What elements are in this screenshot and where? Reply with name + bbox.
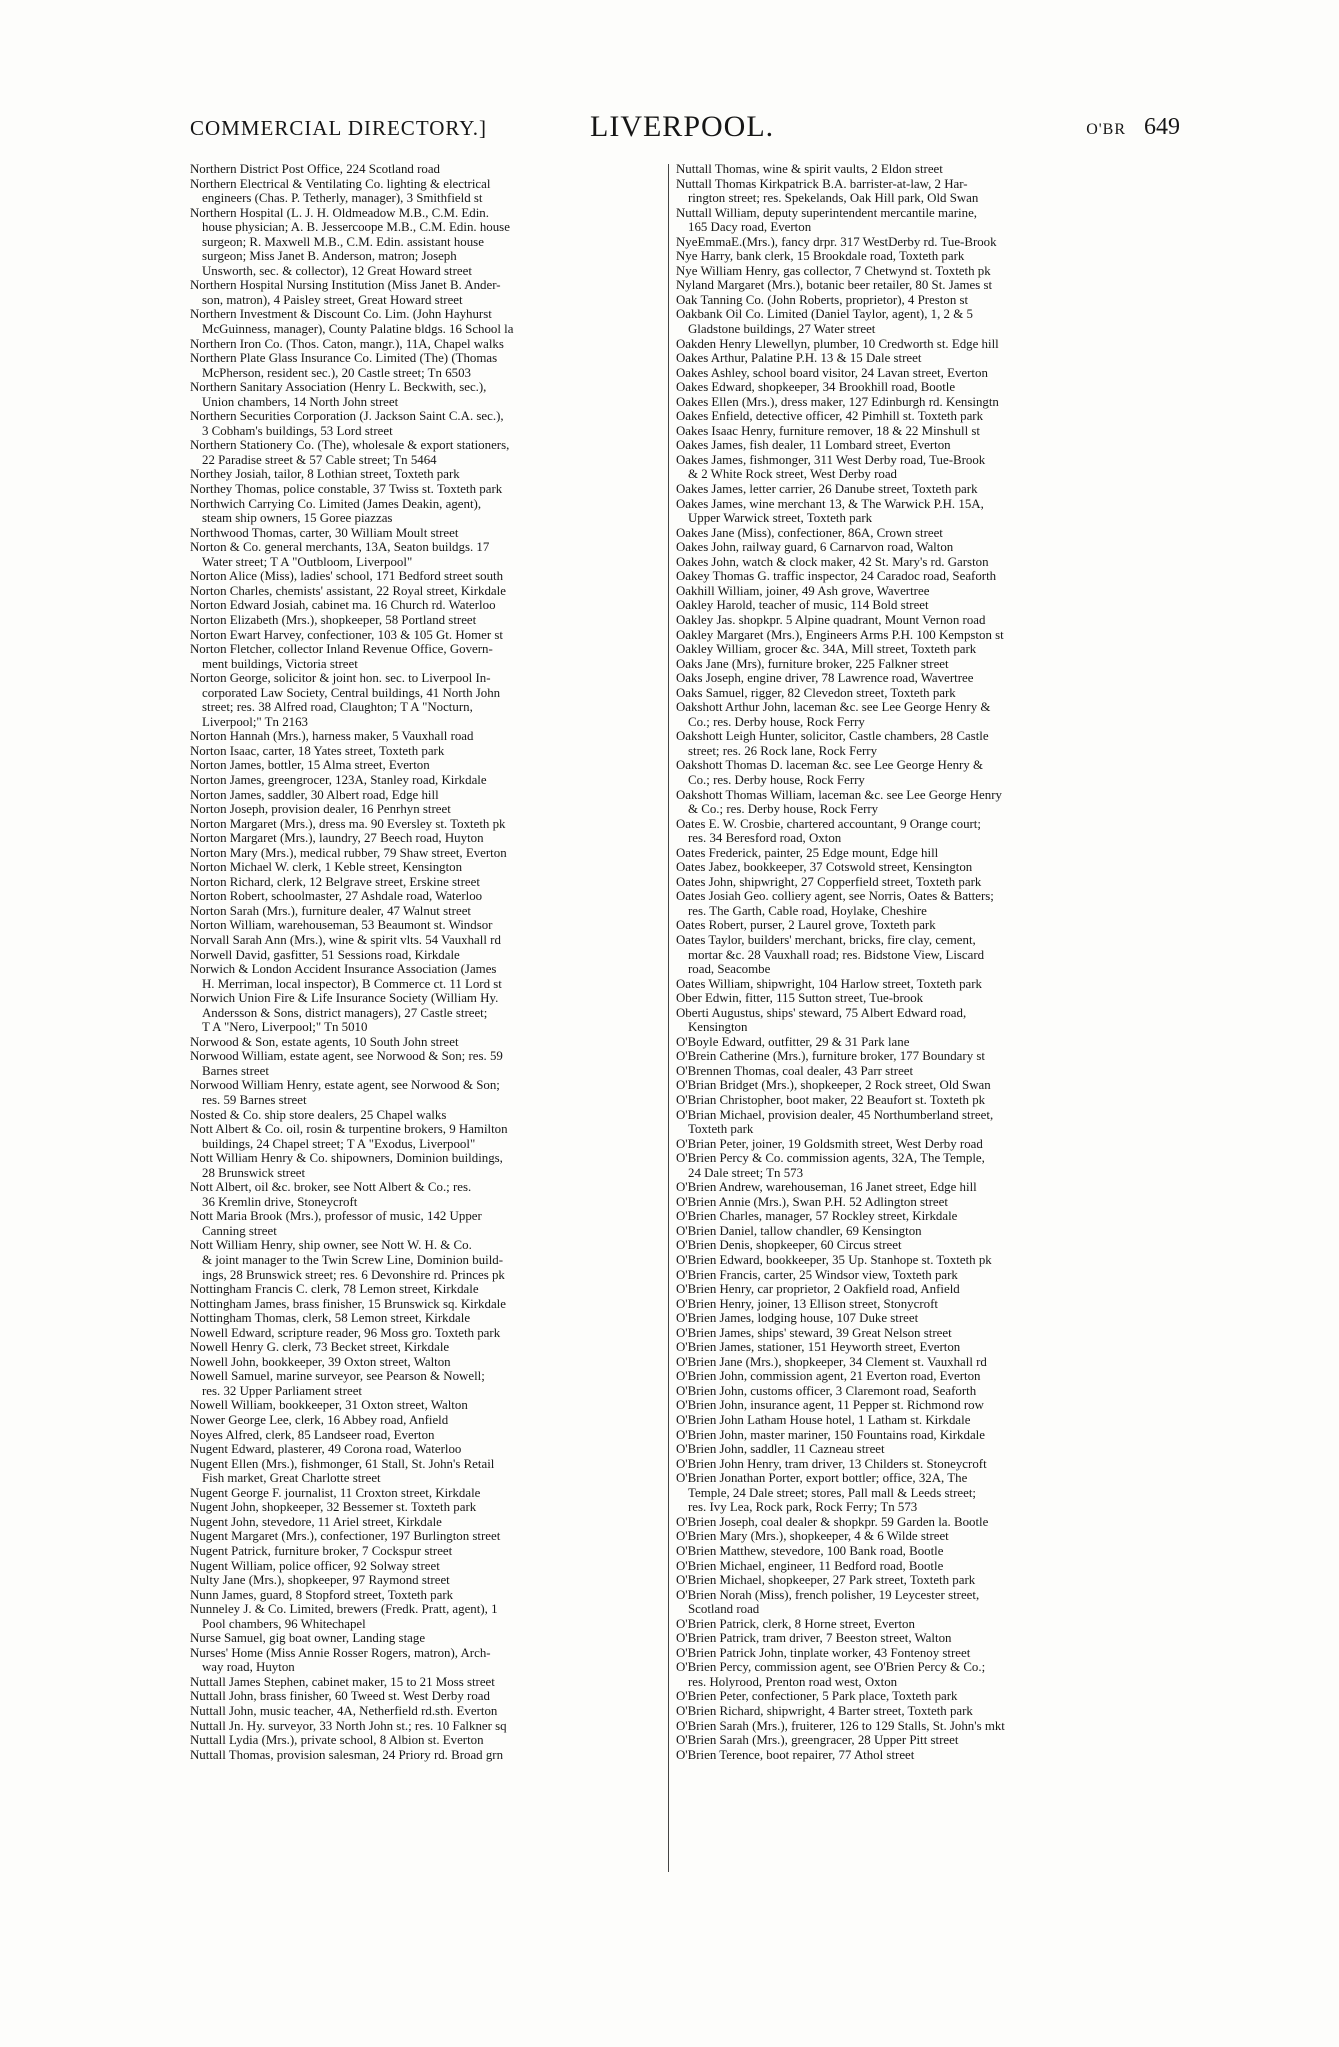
directory-entry-line: 3 Cobham's buildings, 53 Lord street: [202, 423, 393, 438]
directory-entry-line: Norton Margaret (Mrs.), dress ma. 90 Eversley st. Toxteth pk: [190, 816, 506, 831]
right-column: [676, 162, 1161, 1762]
directory-entry-line: res. 34 Beresford road, Oxton: [688, 831, 842, 846]
directory-entry-line: Norton Margaret (Mrs.), laundry, 27 Beech road, Huyton: [190, 831, 484, 846]
directory-entry-line: O'Brien Sarah (Mrs.), greengracer, 28 Upper Pitt street: [676, 1733, 959, 1748]
directory-entry-line: Nuttall Jn. Hy. surveyor, 33 North John st.; res. 10 Falkner sq: [190, 1718, 507, 1733]
directory-entry-line: Oakes Enfield, detective officer, 42 Pimhill st. Toxteth park: [676, 409, 984, 424]
directory-entry-line: Temple, 24 Dale street; stores, Pall mall & Leeds street;: [688, 1485, 976, 1500]
directory-entry-line: Norwich & London Accident Insurance Association (James: [190, 962, 497, 977]
directory-entry-line: res. 59 Barnes street: [202, 1093, 307, 1107]
directory-entry-line: Northern Investment & Discount Co. Lim. (John Hayhurst: [190, 307, 492, 322]
directory-entry-line: Norvall Sarah Ann (Mrs.), wine & spirit vlts. 54 Vauxhall rd: [190, 932, 501, 947]
directory-entry-line: Oaks Jane (Mrs), furniture broker, 225 Falkner street: [676, 656, 949, 671]
directory-entry-line: O'Brien Sarah (Mrs.), fruiterer, 126 to 129 Stalls, St. John's mkt: [676, 1718, 1005, 1733]
directory-entry-line: McGuinness, manager), County Palatine bldgs. 16 School la: [202, 322, 514, 337]
directory-entry-line: Oakes Jane (Miss), confectioner, 86A, Crown street: [676, 525, 943, 540]
directory-entry-line: Oakes James, wine merchant 13, & The Warwick P.H. 15A,: [676, 496, 984, 511]
directory-entry-line: Canning street: [202, 1223, 277, 1238]
directory-entry-line: Norton James, bottler, 15 Alma street, Everton: [190, 758, 430, 773]
directory-entry-line: O'Brien Michael, engineer, 11 Bedford road, Bootle: [676, 1558, 944, 1573]
directory-entry-line: 36 Kremlin drive, Stoneycroft: [202, 1194, 358, 1209]
directory-entry-line: Northey Thomas, police constable, 37 Twiss st. Toxteth park: [190, 482, 503, 497]
directory-entry-line: Nurse Samuel, gig boat owner, Landing stage: [190, 1631, 426, 1646]
directory-entry-line: Northwood Thomas, carter, 30 William Moult street: [190, 525, 459, 540]
directory-entry-line: ings, 28 Brunswick street; res. 6 Devonshire rd. Princes pk: [202, 1267, 505, 1282]
directory-entry-line: Oakes Edward, shopkeeper, 34 Brookhill road, Bootle: [676, 380, 956, 395]
directory-entry-line: Nulty Jane (Mrs.), shopkeeper, 97 Raymond street: [190, 1573, 450, 1588]
directory-entry-line: & Co.; res. Derby house, Rock Ferry: [688, 802, 879, 817]
directory-entry-line: O'Brien Andrew, warehouseman, 16 Janet street, Edge hill: [676, 1180, 977, 1195]
directory-entry-line: O'Brennen Thomas, coal dealer, 43 Parr street: [676, 1063, 914, 1078]
directory-entry-line: Oakshott Arthur John, laceman &c. see Lee George Henry &: [676, 700, 991, 715]
directory-entry-line: Nugent Patrick, furniture broker, 7 Cockspur street: [190, 1543, 453, 1558]
directory-entry-line: & 2 White Rock street, West Derby road: [688, 467, 897, 482]
directory-entry-line: Nuttall James Stephen, cabinet maker, 15 to 21 Moss street: [190, 1674, 495, 1689]
directory-entry-line: Northern Electrical & Ventilating Co. lighting & electrical: [190, 176, 491, 191]
directory-entry-line: Oakes James, fish dealer, 11 Lombard street, Everton: [676, 438, 951, 453]
directory-entry-line: Norton Richard, clerk, 12 Belgrave street, Erskine street: [190, 874, 480, 889]
running-head-right: [1086, 114, 1180, 141]
directory-entry-line: Norton James, greengrocer, 123A, Stanley road, Kirkdale: [190, 772, 487, 787]
directory-entry-line: O'Brien John, customs officer, 3 Claremont road, Seaforth: [676, 1383, 977, 1398]
directory-entry-line: O'Brien John Latham House hotel, 1 Latham st. Kirkdale: [676, 1413, 971, 1428]
directory-entry-line: Oates Robert, purser, 2 Laurel grove, Toxteth park: [676, 918, 936, 933]
directory-entry-line: Oakes James, letter carrier, 26 Danube street, Toxteth park: [676, 482, 978, 497]
directory-entry-line: NyeEmmaE.(Mrs.), fancy drpr. 317 WestDerby rd. Tue-Brook: [676, 234, 997, 249]
directory-entry-line: Oates William, shipwright, 104 Harlow street, Toxteth park: [676, 976, 982, 991]
directory-entry-line: Oakes Isaac Henry, furniture remover, 18 & 22 Minshull st: [676, 423, 981, 438]
directory-entry-line: Nuttall William, deputy superintendent mercantile marine,: [676, 205, 978, 220]
directory-entry-line: engineers (Chas. P. Tetherly, manager), 3 Smithfield st: [202, 191, 483, 206]
directory-entry-line: Northern District Post Office, 224 Scotland road: [190, 162, 441, 176]
directory-entry-line: Barnes street: [202, 1063, 269, 1078]
directory-entry-line: Nunn James, guard, 8 Stopford street, Toxteth park: [190, 1587, 454, 1602]
directory-entry-line: Northern Sanitary Association (Henry L. Beckwith, sec.),: [190, 380, 487, 395]
directory-entry-line: Norwich Union Fire & Life Insurance Society (William Hy.: [190, 991, 499, 1006]
directory-entry-line: Northey Josiah, tailor, 8 Lothian street, Toxteth park: [190, 467, 460, 482]
directory-entry-line: mortar &c. 28 Vauxhall road; res. Bidstone View, Liscard: [688, 947, 985, 962]
directory-entry-line: 165 Dacy road, Everton: [688, 220, 812, 235]
directory-entry-line: Oakes John, watch & clock maker, 42 St. Mary's rd. Garston: [676, 554, 989, 569]
directory-entry-line: Norton William, warehouseman, 53 Beaumont st. Windsor: [190, 918, 493, 933]
directory-entry-line: Norton Ewart Harvey, confectioner, 103 & 105 Gt. Homer st: [190, 627, 503, 642]
directory-entry-line: rington street; res. Spekelands, Oak Hill park, Old Swan: [688, 191, 979, 206]
directory-entry-line: Nugent William, police officer, 92 Solway street: [190, 1558, 440, 1573]
directory-entry-line: T A "Nero, Liverpool;" Tn 5010: [202, 1020, 368, 1035]
directory-entry-line: Oates Josiah Geo. colliery agent, see Norris, Oates & Batters;: [676, 889, 994, 904]
directory-entry-line: Nugent Ellen (Mrs.), fishmonger, 61 Stall, St. John's Retail: [190, 1456, 495, 1471]
directory-entry-line: Oakley Harold, teacher of music, 114 Bold street: [676, 598, 929, 613]
directory-entry-line: house physician; A. B. Jessercoope M.B., C.M. Edin. house: [202, 220, 510, 235]
directory-entry-line: Water street; T A "Outbloom, Liverpool": [202, 554, 413, 569]
directory-entry-line: Norton Joseph, provision dealer, 16 Penrhyn street: [190, 802, 451, 817]
directory-entry-line: O'Boyle Edward, outfitter, 29 & 31 Park lane: [676, 1034, 910, 1049]
directory-entry-line: Nowell William, bookkeeper, 31 Oxton street, Walton: [190, 1398, 468, 1413]
directory-entry-line: res. The Garth, Cable road, Hoylake, Cheshire: [688, 903, 927, 918]
directory-entry-line: O'Brien James, lodging house, 107 Duke street: [676, 1311, 919, 1326]
directory-entry-line: Nowell Henry G. clerk, 73 Becket street, Kirkdale: [190, 1340, 450, 1355]
directory-entry-line: Northern Hospital (L. J. H. Oldmeadow M.B., C.M. Edin.: [190, 205, 489, 220]
directory-entry-line: Nowell John, bookkeeper, 39 Oxton street, Walton: [190, 1354, 451, 1369]
directory-entry-line: Northern Hospital Nursing Institution (Miss Janet B. Ander-: [190, 278, 501, 293]
directory-entry-line: res. 32 Upper Parliament street: [202, 1383, 363, 1398]
directory-entry-line: Nunneley J. & Co. Limited, brewers (Fredk. Pratt, agent), 1: [190, 1602, 498, 1617]
directory-entry-line: Nye William Henry, gas collector, 7 Chetwynd st. Toxteth pk: [676, 263, 991, 278]
directory-entry-line: Oakshott Leigh Hunter, solicitor, Castle chambers, 28 Castle: [676, 729, 989, 744]
directory-entry-line: Northern Securities Corporation (J. Jackson Saint C.A. sec.),: [190, 409, 504, 424]
directory-entry-line: Nott Albert & Co. oil, rosin & turpentine brokers, 9 Hamilton: [190, 1122, 508, 1137]
directory-entry-line: O'Brien Patrick, clerk, 8 Horne street, Everton: [676, 1616, 915, 1631]
directory-entry-line: Ober Edwin, fitter, 115 Sutton street, Tue-brook: [676, 991, 924, 1006]
directory-entry-line: Oates Taylor, builders' merchant, bricks, fire clay, cement,: [676, 932, 976, 947]
directory-entry-line: Norton Elizabeth (Mrs.), shopkeeper, 58 Portland street: [190, 612, 477, 627]
directory-entry-line: O'Brien Annie (Mrs.), Swan P.H. 52 Adlington street: [676, 1194, 948, 1209]
directory-entry-line: O'Brien Mary (Mrs.), shopkeeper, 4 & 6 Wilde street: [676, 1529, 949, 1544]
directory-entry-line: Nower George Lee, clerk, 16 Abbey road, Anfield: [190, 1413, 449, 1428]
directory-entry-line: O'Brien Henry, joiner, 13 Ellison street, Stonycroft: [676, 1296, 938, 1311]
directory-entry-line: Norton Charles, chemists' assistant, 22 Royal street, Kirkdale: [190, 583, 506, 598]
directory-entry-line: Oakes John, railway guard, 6 Carnarvon road, Walton: [676, 540, 954, 555]
page-header: [190, 108, 1180, 158]
directory-entry-line: Norton Sarah (Mrs.), furniture dealer, 47 Walnut street: [190, 903, 471, 918]
directory-entry-line: Nott William Henry & Co. shipowners, Dominion buildings,: [190, 1151, 503, 1166]
left-column: [190, 162, 675, 1762]
directory-entry-line: Norton Isaac, carter, 18 Yates street, Toxteth park: [190, 743, 445, 758]
directory-entry-line: road, Seacombe: [688, 962, 771, 977]
directory-entry-line: Norton Michael W. clerk, 1 Keble street, Kensington: [190, 860, 463, 875]
directory-entry-line: Oakshott Thomas William, laceman &c. see Lee George Henry: [676, 787, 1002, 802]
directory-entry-line: Norton Robert, schoolmaster, 27 Ashdale road, Waterloo: [190, 889, 483, 904]
directory-entry-line: Co.; res. Derby house, Rock Ferry: [688, 714, 865, 729]
directory-entry-line: Nyland Margaret (Mrs.), botanic beer retailer, 80 St. James st: [676, 278, 993, 293]
directory-entry-line: Northern Stationery Co. (The), wholesale & export stationers,: [190, 438, 510, 453]
directory-entry-line: O'Brian Michael, provision dealer, 45 Northumberland street,: [676, 1107, 994, 1122]
directory-entry-line: Oakes James, fishmonger, 311 West Derby road, Tue-Brook: [676, 452, 986, 467]
directory-entry-line: Noyes Alfred, clerk, 85 Landseer road, Everton: [190, 1427, 435, 1442]
directory-entry-line: ment buildings, Victoria street: [202, 656, 358, 671]
directory-entry-line: O'Brien John, saddler, 11 Cazneau street: [676, 1442, 885, 1457]
directory-entry-line: Andersson & Sons, district managers), 27 Castle street;: [202, 1005, 488, 1020]
directory-entry-line: Oakes Arthur, Palatine P.H. 13 & 15 Dale street: [676, 351, 922, 366]
directory-entry-line: surgeon; R. Maxwell M.B., C.M. Edin. assistant house: [202, 234, 484, 249]
directory-entry-line: corporated Law Society, Central buildings, 41 North John: [202, 685, 501, 700]
directory-entry-line: street; res. 38 Alfred road, Claughton; T A "Nocturn,: [202, 700, 473, 715]
directory-entry-line: Gladstone buildings, 27 Water street: [688, 322, 876, 337]
directory-entry-line: Northwich Carrying Co. Limited (James Deakin, agent),: [190, 496, 482, 511]
directory-entry-line: O'Brien John Henry, tram driver, 13 Childers st. Stoneycroft: [676, 1456, 987, 1471]
directory-entry-line: Oakden Henry Llewellyn, plumber, 10 Credworth st. Edge hill: [676, 336, 999, 351]
directory-entry-line: Nowell Samuel, marine surveyor, see Pearson & Nowell;: [190, 1369, 485, 1384]
directory-entry-line: O'Brien Peter, confectioner, 5 Park place, Toxteth park: [676, 1689, 958, 1704]
directory-entry-line: Co.; res. Derby house, Rock Ferry: [688, 772, 865, 787]
section-abbreviation: O'BR: [1086, 121, 1126, 138]
directory-entry-line: Nottingham Francis C. clerk, 78 Lemon street, Kirkdale: [190, 1282, 479, 1297]
directory-entry-line: Nuttall Thomas, wine & spirit vaults, 2 Eldon street: [676, 162, 943, 176]
directory-entry-line: Liverpool;" Tn 2163: [202, 714, 308, 729]
directory-entry-line: O'Brien Denis, shopkeeper, 60 Circus street: [676, 1238, 902, 1253]
directory-entry-line: Norton & Co. general merchants, 13A, Seaton buildgs. 17: [190, 540, 490, 555]
directory-entry-line: Nugent Edward, plasterer, 49 Corona road, Waterloo: [190, 1442, 462, 1457]
directory-entry-line: 24 Dale street; Tn 573: [688, 1165, 804, 1180]
directory-entry-line: Nuttall Thomas, provision salesman, 24 Priory rd. Broad grn: [190, 1747, 504, 1762]
directory-entry-line: O'Brien John, commission agent, 21 Everton road, Everton: [676, 1369, 981, 1384]
directory-entry-line: Nuttall John, brass finisher, 60 Tweed st. West Derby road: [190, 1689, 490, 1704]
directory-entry-line: O'Brien Norah (Miss), french polisher, 19 Leycester street,: [676, 1587, 980, 1602]
directory-entry-line: Oak Tanning Co. (John Roberts, proprietor), 4 Preston st: [676, 292, 969, 307]
directory-entry-line: buildings, 24 Chapel street; T A "Exodus, Liverpool": [202, 1136, 476, 1151]
directory-entry-line: Nugent George F. journalist, 11 Croxton street, Kirkdale: [190, 1485, 481, 1500]
directory-entry-line: Norwell David, gasfitter, 51 Sessions road, Kirkdale: [190, 947, 460, 962]
directory-entry-line: Nott Albert, oil &c. broker, see Nott Albert & Co.; res.: [190, 1180, 472, 1195]
directory-entry-line: O'Brien Terence, boot repairer, 77 Athol street: [676, 1747, 915, 1762]
directory-entry-line: Northern Plate Glass Insurance Co. Limited (The) (Thomas: [190, 351, 498, 366]
directory-entry-line: Oates John, shipwright, 27 Copperfield street, Toxteth park: [676, 874, 982, 889]
directory-entry-line: Northern Iron Co. (Thos. Caton, mangr.), 11A, Chapel walks: [190, 336, 504, 351]
directory-entry-line: Oakhill William, joiner, 49 Ash grove, Wavertree: [676, 583, 930, 598]
directory-entry-line: Oakshott Thomas D. laceman &c. see Lee George Henry &: [676, 758, 984, 773]
directory-entry-line: Norwood William Henry, estate agent, see Norwood & Son;: [190, 1078, 500, 1093]
directory-entry-line: Kensington: [688, 1020, 748, 1035]
directory-entry-line: O'Brien James, stationer, 151 Heyworth street, Everton: [676, 1340, 961, 1355]
directory-entry-line: Nugent John, stevedore, 11 Ariel street, Kirkdale: [190, 1514, 442, 1529]
directory-entry-line: Nuttall John, music teacher, 4A, Netherfield rd.sth. Everton: [190, 1703, 498, 1718]
running-head-left: COMMERCIAL DIRECTORY.]: [190, 116, 487, 140]
column-divider: [668, 164, 669, 1872]
page-number: 649: [1144, 114, 1180, 140]
directory-entry-line: Norton George, solicitor & joint hon. sec. to Liverpool In-: [190, 671, 491, 686]
directory-entry-line: O'Brien Henry, car proprietor, 2 Oakfield road, Anfield: [676, 1282, 960, 1297]
directory-entry-line: Oakley Jas. shopkpr. 5 Alpine quadrant, Mount Vernon road: [676, 612, 986, 627]
directory-entry-line: O'Brien Patrick John, tinplate worker, 43 Fontenoy street: [676, 1645, 971, 1660]
directory-entry-line: steam ship owners, 15 Goree piazzas: [202, 511, 393, 526]
directory-entry-line: Nuttall Lydia (Mrs.), private school, 8 Albion st. Everton: [190, 1733, 484, 1748]
directory-entry-line: Union chambers, 14 North John street: [202, 394, 399, 409]
directory-entry-line: Nott William Henry, ship owner, see Nott W. H. & Co.: [190, 1238, 472, 1253]
directory-entry-line: Nottingham Thomas, clerk, 58 Lemon street, Kirkdale: [190, 1311, 471, 1326]
directory-entry-line: Oberti Augustus, ships' steward, 75 Albert Edward road,: [676, 1005, 967, 1020]
directory-entry-line: O'Brien Joseph, coal dealer & shopkpr. 59 Garden la. Bootle: [676, 1514, 989, 1529]
directory-entry-line: Nuttall Thomas Kirkpatrick B.A. barrister-at-law, 2 Har-: [676, 176, 968, 191]
directory-entry-line: O'Brian Bridget (Mrs.), shopkeeper, 2 Rock street, Old Swan: [676, 1078, 991, 1093]
directory-entry-line: O'Brien Richard, shipwright, 4 Barter street, Toxteth park: [676, 1703, 973, 1718]
directory-entry-line: Oakbank Oil Co. Limited (Daniel Taylor, agent), 1, 2 & 5: [676, 307, 973, 322]
directory-entry-line: O'Brien Edward, bookkeeper, 35 Up. Stanhope st. Toxteth pk: [676, 1253, 992, 1268]
directory-entry-line: Norwood & Son, estate agents, 10 South John street: [190, 1034, 459, 1049]
directory-entry-line: Nye Harry, bank clerk, 15 Brookdale road, Toxteth park: [676, 249, 965, 264]
directory-entry-line: Pool chambers, 96 Whitechapel: [202, 1616, 366, 1631]
directory-entry-line: street; res. 26 Rock lane, Rock Ferry: [688, 743, 878, 758]
directory-entry-line: Norton Edward Josiah, cabinet ma. 16 Church rd. Waterloo: [190, 598, 496, 613]
directory-entry-line: Oakes Ellen (Mrs.), dress maker, 127 Edinburgh rd. Kensingtn: [676, 394, 999, 409]
directory-entry-line: Fish market, Great Charlotte street: [202, 1471, 381, 1486]
directory-entry-line: O'Brian Peter, joiner, 19 Goldsmith street, West Derby road: [676, 1136, 983, 1151]
directory-entry-line: surgeon; Miss Janet B. Anderson, matron; Joseph: [202, 249, 457, 264]
directory-entry-line: O'Brien John, insurance agent, 11 Pepper st. Richmond row: [676, 1398, 984, 1413]
directory-entry-line: Oates Jabez, bookkeeper, 37 Cotswold street, Kensington: [676, 860, 973, 875]
directory-entry-line: Norton Alice (Miss), ladies' school, 171 Bedford street south: [190, 569, 504, 584]
directory-entry-line: O'Brien Percy, commission agent, see O'Brien Percy & Co.;: [676, 1660, 986, 1675]
directory-entry-line: O'Brien Percy & Co. commission agents, 32A, The Temple,: [676, 1151, 985, 1166]
directory-entry-line: Nott Maria Brook (Mrs.), professor of music, 142 Upper: [190, 1209, 482, 1224]
directory-entry-line: Oakley Margaret (Mrs.), Engineers Arms P.H. 100 Kempston st: [676, 627, 1004, 642]
directory-entry-line: O'Brien Jane (Mrs.), shopkeeper, 34 Clement st. Vauxhall rd: [676, 1354, 987, 1369]
directory-entry-line: Oakes Ashley, school board visitor, 24 Lavan street, Everton: [676, 365, 988, 380]
directory-entry-line: Norton Mary (Mrs.), medical rubber, 79 Shaw street, Everton: [190, 845, 507, 860]
directory-entry-line: McPherson, resident sec.), 20 Castle street; Tn 6503: [202, 365, 471, 380]
directory-entry-line: Unsworth, sec. & collector), 12 Great Howard street: [202, 263, 472, 278]
directory-entry-line: Oakey Thomas G. traffic inspector, 24 Caradoc road, Seaforth: [676, 569, 997, 584]
directory-entry-line: Oakley William, grocer &c. 34A, Mill street, Toxteth park: [676, 642, 977, 657]
directory-entry-line: Norton Hannah (Mrs.), harness maker, 5 Vauxhall road: [190, 729, 474, 744]
directory-entry-line: Nottingham James, brass finisher, 15 Brunswick sq. Kirkdale: [190, 1296, 506, 1311]
directory-entry-line: O'Brien Jonathan Porter, export bottler; office, 32A, The: [676, 1471, 968, 1486]
directory-entry-line: Oaks Joseph, engine driver, 78 Lawrence road, Wavertree: [676, 671, 974, 686]
directory-entry-line: Nugent Margaret (Mrs.), confectioner, 197 Burlington street: [190, 1529, 501, 1544]
directory-entry-line: Nurses' Home (Miss Annie Rosser Rogers, matron), Arch-: [190, 1645, 491, 1660]
directory-entry-line: Norton James, saddler, 30 Albert road, Edge hill: [190, 787, 439, 802]
directory-entry-line: Scotland road: [688, 1602, 760, 1617]
directory-entry-line: & joint manager to the Twin Screw Line, Dominion build-: [202, 1253, 504, 1268]
directory-entry-line: res. Holyrood, Prenton road west, Oxton: [688, 1674, 898, 1689]
directory-entry-line: 22 Paradise street & 57 Cable street; Tn 5464: [202, 452, 437, 467]
directory-entry-line: Oates Frederick, painter, 25 Edge mount, Edge hill: [676, 845, 939, 860]
directory-entry-line: Nowell Edward, scripture reader, 96 Moss gro. Toxteth park: [190, 1325, 501, 1340]
directory-entry-line: O'Brien Charles, manager, 57 Rockley street, Kirkdale: [676, 1209, 958, 1224]
directory-entry-line: res. Ivy Lea, Rock park, Rock Ferry; Tn 573: [688, 1500, 918, 1515]
directory-entry-line: O'Brien Francis, carter, 25 Windsor view, Toxteth park: [676, 1267, 958, 1282]
directory-entry-line: Oates E. W. Crosbie, chartered accountant, 9 Orange court;: [676, 816, 981, 831]
directory-entry-line: Upper Warwick street, Toxteth park: [688, 511, 873, 526]
directory-entry-line: Norwood William, estate agent, see Norwood & Son; res. 59: [190, 1049, 503, 1064]
directory-entry-line: Nugent John, shopkeeper, 32 Bessemer st. Toxteth park: [190, 1500, 477, 1515]
directory-entry-line: Oaks Samuel, rigger, 82 Clevedon street, Toxteth park: [676, 685, 956, 700]
directory-entry-line: 28 Brunswick street: [202, 1165, 306, 1180]
directory-entry-line: son, matron), 4 Paisley street, Great Howard street: [202, 292, 463, 307]
directory-entry-line: O'Brien John, master mariner, 150 Fountains road, Kirkdale: [676, 1427, 985, 1442]
directory-entry-line: O'Brian Christopher, boot maker, 22 Beaufort st. Toxteth pk: [676, 1093, 986, 1107]
directory-entry-line: Toxteth park: [688, 1122, 754, 1137]
directory-entry-line: O'Brien Matthew, stevedore, 100 Bank road, Bootle: [676, 1543, 944, 1558]
running-head-city: LIVERPOOL.: [590, 110, 775, 143]
directory-entry-line: O'Brein Catherine (Mrs.), furniture broker, 177 Boundary st: [676, 1049, 985, 1064]
directory-entry-line: O'Brien Patrick, tram driver, 7 Beeston street, Walton: [676, 1631, 952, 1646]
directory-entry-line: O'Brien James, ships' steward, 39 Great Nelson street: [676, 1325, 952, 1340]
directory-entry-line: way road, Huyton: [202, 1660, 295, 1675]
directory-entry-line: O'Brien Daniel, tallow chandler, 69 Kensington: [676, 1223, 922, 1238]
directory-entry-line: Norton Fletcher, collector Inland Revenue Office, Govern-: [190, 642, 493, 657]
directory-entry-line: O'Brien Michael, shopkeeper, 27 Park street, Toxteth park: [676, 1573, 976, 1588]
directory-entry-line: Nosted & Co. ship store dealers, 25 Chapel walks: [190, 1107, 447, 1122]
directory-entry-line: H. Merriman, local inspector), B Commerce ct. 11 Lord st: [202, 976, 502, 991]
